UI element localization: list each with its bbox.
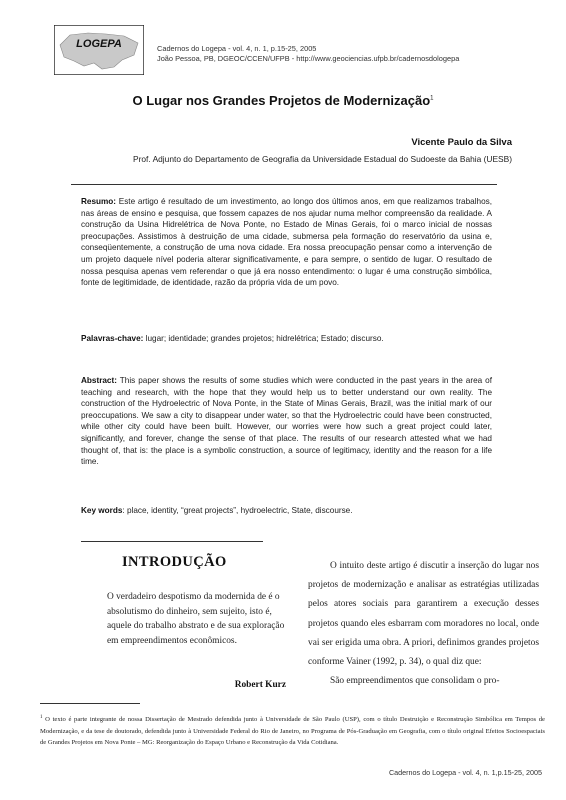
article-title-text: O Lugar nos Grandes Projetos de Modernização: [132, 93, 431, 108]
logepa-logo-graphic: [54, 25, 144, 75]
title-footnote-mark: 1: [430, 95, 434, 102]
journal-info: [157, 44, 459, 64]
abstract-block: [81, 375, 492, 468]
section-heading-introducao: INTRODUÇÃO: [122, 554, 227, 570]
article-title: [0, 93, 566, 108]
keywords-block: [81, 505, 492, 517]
abstract-label: Abstract:: [81, 376, 117, 385]
footnote: [40, 712, 545, 749]
journal-line-2: João Pessoa, PB, DGEOC/CCEN/UFPB - http://www.geociencias.ufpb.br/cadernosdologepa: [157, 54, 460, 63]
page-footer: Cadernos do Logepa - vol. 4, n. 1,p.15-25, 2005: [388, 768, 542, 777]
intro-divider: [81, 541, 263, 542]
palavras-chave-text: lugar; identidade; grandes projetos; hidrelétrica; Estado; discurso.: [145, 334, 384, 343]
footnote-text: O texto é parte integrante de nossa Dissertação de Mestrado defendida junto à Universidade de São Paulo (USP), com o título Destruição e Reconstrução Simbólica em Tempos de Modernização, e da tese de doutorado, defendida junto à Universidade Federal do Rio de Janeiro, no Programa de Pós-Graduação em Geografia, com o título original Efeitos Socioespaciais de Grandes Projetos em Nova Ponte – MG: Reorganização do Espaço Urbano e Reconstrução da Vida Cotidiana.: [40, 716, 545, 747]
resumo-text: Este artigo é resultado de um investimento, ao longo dos últimos anos, em que realizamos trabalhos, nas áreas de ensino e pesquisa, que fossem capazes de nos ajudar numa melhor compreensão da realidade. A construção da Usina Hidrelétrica de Nova Ponte, no Estado de Minas Gerais, foi o marco inicial de nossas preocupações. Assistimos à destruição de uma cidade, submersa pela formação do reservatório da usina e, conseqüentemente, a construção de uma nova cidade. Era nossa preocupação pensar como a intervenção de um projeto daquele nível poderia alterar significativamente, e para sempre, o sentido de lugar. O resultado de nossa pesquisa apenas vem referendar o que já era nosso entendimento: o lugar é uma construção simbólica, fonte de legitimidade, de identidade, razão da própria vida de um povo.: [81, 197, 492, 288]
resumo-label: Resumo:: [81, 197, 117, 206]
footnote-divider: [40, 703, 140, 704]
palavras-chave-block: [81, 333, 492, 345]
author-affiliation: Prof. Adjunto do Departamento de Geografia da Universidade Estadual do Sudoeste da Bahia (UESB): [133, 154, 512, 164]
author-name: Vicente Paulo da Silva: [411, 137, 512, 148]
footnote-mark: 1: [40, 715, 43, 720]
body-paragraph: São empreendimentos que consolidam o pro-: [330, 676, 500, 687]
epigraph-quote: O verdadeiro despotismo da modernida de é o absolutismo do dinheiro, sem sujeito, isto é, aquele do trabalho abstrato e de sua exploração em empreendimentos econômicos.: [107, 592, 285, 646]
palavras-chave-label: Palavras-chave:: [81, 334, 144, 343]
journal-logo: [54, 25, 144, 75]
keywords-text: : place, identity, “great projects”, hydroelectric, State, discourse.: [122, 506, 353, 515]
svg-text:LOGEPA: LOGEPA: [76, 38, 122, 50]
journal-line-1: Cadernos do Logepa - vol. 4, n. 1, p.15-25, 2005: [157, 44, 317, 53]
epigraph-author: Robert Kurz: [234, 680, 286, 690]
section-divider: [71, 184, 497, 185]
body-paragraph: O intuito deste artigo é discutir a inserção do lugar nos projetos de modernização e analisar as estratégias utilizadas pelos atores sociais para garantirem a execução desses projetos quando eles esbarram com moradores no local, onde vai ser erigida uma obra. A priori, definimos grandes projetos conforme Vainer (1992, p. 34), o qual diz que:: [308, 561, 539, 668]
body-column-right: [308, 557, 539, 691]
keywords-label: Key words: [81, 506, 123, 515]
abstract-text: This paper shows the results of some studies which were conducted in the past years in the area of teaching and research, with the hope that they would help us to better understand our own reality. The construction of the Hydroelectric of Nova Ponte, in the State of Minas Gerais, Brazil, was the initial mark of our preoccupations. We saw a city to disappear under water, so that the Hydroelectric could have been constructed, while other city could have been built. However, our worries were how such a great project could later, significantly, and forever, change the sense of that place. The results of our research attested what we had thought of, that is: the place is a symbolic construction, a source of legitimacy, identity and the reason for a life time.: [81, 376, 492, 467]
resumo-block: [81, 196, 492, 289]
